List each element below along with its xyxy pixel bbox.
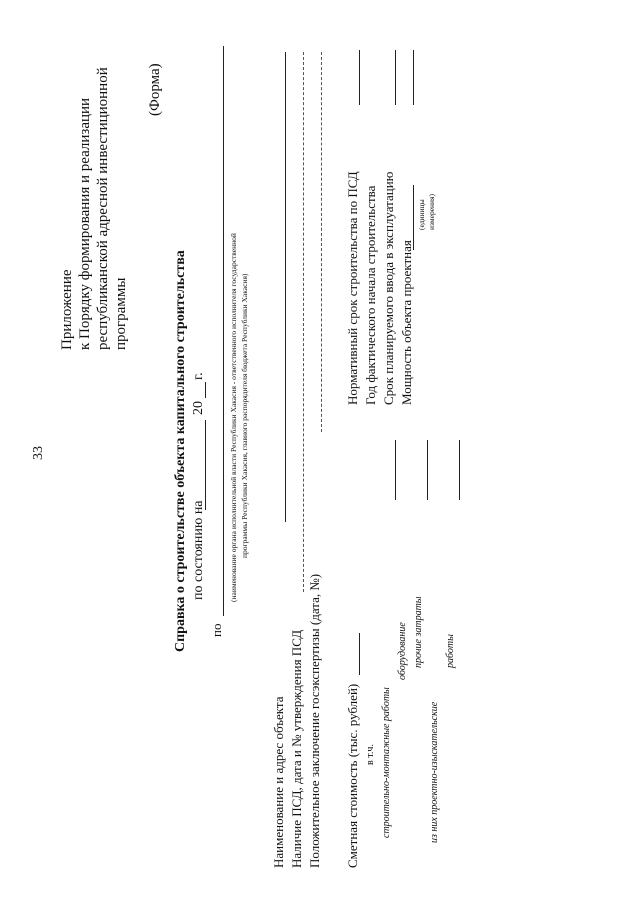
design-line bbox=[459, 440, 460, 500]
normative-term-line bbox=[359, 50, 360, 105]
po-label: по bbox=[209, 623, 224, 637]
document-title: Справка о строительстве объекта капитального строительства bbox=[173, 250, 188, 652]
capacity-line bbox=[413, 50, 414, 105]
field-expertise: Положительное заключение госэкспертизы (дата, №) bbox=[307, 573, 322, 868]
capacity-units-line bbox=[413, 185, 414, 250]
expertise-line bbox=[321, 52, 322, 432]
cost-construction: строительно-монтажные работы bbox=[381, 687, 392, 838]
capacity-units-label-1: (единицы bbox=[417, 199, 426, 230]
field-name-address: Наименование и адрес объекта bbox=[271, 696, 286, 868]
as-of-year: 20 bbox=[191, 401, 206, 415]
org-caption-line-1: (наименование органа исполнительной власти Республики Хакасия - ответственного исполнителя государственной bbox=[229, 233, 238, 602]
construction-line bbox=[395, 440, 396, 500]
field-normative-term: Нормативный срок строительства по ПСД bbox=[345, 171, 360, 405]
org-name-line bbox=[223, 46, 224, 616]
as-of-suffix: г. bbox=[191, 372, 206, 380]
commissioning-term-line bbox=[395, 50, 396, 105]
appendix-line-1: Приложение bbox=[59, 269, 75, 350]
as-of-year-blank bbox=[205, 382, 206, 398]
field-capacity: Мощность объекта проектная bbox=[399, 240, 414, 405]
name-address-line bbox=[285, 52, 286, 522]
as-of-date-blank bbox=[205, 420, 206, 510]
cost-equipment: оборудование bbox=[397, 622, 408, 680]
cost-label: Сметная стоимость (тыс. рублей) bbox=[345, 683, 360, 868]
appendix-line-3: республиканской адресной инвестиционной bbox=[95, 67, 111, 350]
other-costs-line bbox=[427, 440, 428, 500]
field-start-year: Год фактического начала строительства bbox=[363, 185, 378, 405]
appendix-line-4: программы bbox=[113, 277, 129, 350]
cost-line bbox=[359, 633, 360, 675]
form-label: (Форма) bbox=[147, 63, 163, 116]
cost-other: прочие затраты bbox=[413, 596, 424, 668]
psd-line bbox=[303, 52, 304, 592]
cost-design-line-1: из них проектно-изыскательские bbox=[429, 701, 440, 843]
cost-design-line-2: работы bbox=[445, 634, 456, 668]
as-of-label: по состоянию на bbox=[191, 500, 206, 600]
capacity-units-label-2: измерения) bbox=[427, 194, 436, 230]
appendix-line-2: к Порядку формирования и реализации bbox=[77, 97, 93, 350]
cost-including: в т.ч. bbox=[365, 744, 376, 765]
page-number: 33 bbox=[31, 446, 46, 460]
field-psd: Наличие ПСД, дата и № утверждения ПСД bbox=[289, 629, 304, 868]
org-caption-line-2: программы Республики Хакасия, главного распорядителя бюджета Республики Хакасия) bbox=[240, 273, 249, 558]
field-commissioning-term: Срок планируемого ввода в эксплуатацию bbox=[381, 171, 396, 405]
